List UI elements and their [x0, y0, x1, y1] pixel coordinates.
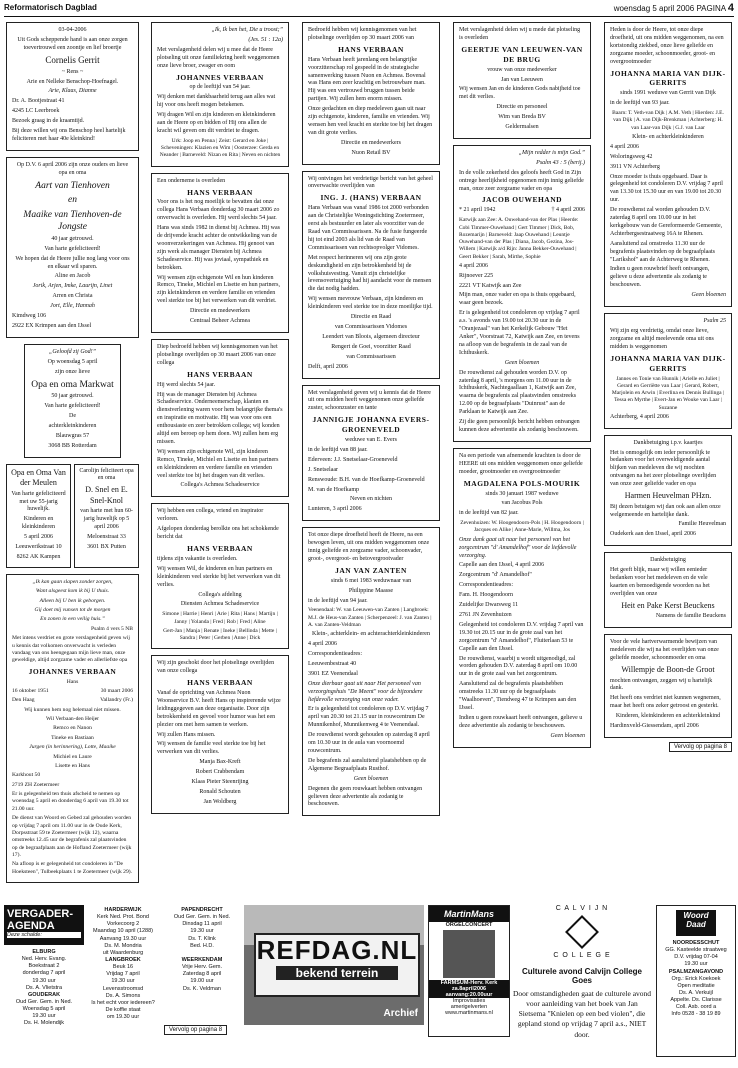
calvijn-logo-icon: [565, 915, 599, 949]
anniversary-pair: [6, 464, 139, 574]
column-5: [604, 22, 732, 752]
anniversary-snel: Carolijn feliciteert opa en oma D. Snel en E. Snel-Knol van harte met hun 60-jarig huwelijk op 5 april 2006 Meloenstraat 33 3601 BX Putten: [74, 464, 139, 568]
obituary-pols-mourik: Na een periode van afnemende krachten is door de HEERE uit ons midden weggenomen onze geliefde moeder, grootmoeder en overgrootmoeder MAGDALENA POLS-MOURIK sinds 30 januari 1987 weduwe van Jacobus Pols in de leeftijd van 82 jaar. Zevenhuizen: W. Hoogendoorn-Pols | H. Hoogendoorn | Jacques en Alike | Anne-Marie, Willma, Jos Onze dank gaat uit naar het personeel van het zorgcentrum "d' Amandelhof" voor de liefdevolle verzorging. Capelle aan den IJssel, 4 april 2006 Zorgcentrum "d' Amandelhof" Correspondentieadres: Fam. H. Hoogendoorn Zuidelijke Dwarsweg 11 2761 JN Zevenhuizen Gelegenheid tot condoleren D.V. vrijdag 7 april van 19.30 tot 20.15 uur in de grote zaal van het zorgcentrum "d' Amandelhof", Fluiterlaan 53 te Capelle aan den IJssel. De rouwdienst, waarbij u wordt uitgenodigd, zal worden gehouden D.V. zaterdag 8 april om 10.00 uur in de grote zaal van het zorgcentrum. Aansluitend zal de begrafenis plaatshebben omstreeks 11.30 uur op de begraafplaats "Waalhoeven", Tiendweg 47 te Krimpen aan den IJssel. Indien u geen rouwkaart heeft ontvangen, gelieve u deze advertentie als zodanig te beschouwen. Geen bloemen: [453, 448, 591, 748]
anniversary-markwat: „Geloofd zij God!” Op woensdag 5 april zijn onze lieve Opa en oma Markwat 50 jaar getrouwd. Van harte gefeliciteerd! De achterkleinkinderen Blauwgras 57 3068 BB Rotterdam: [24, 344, 121, 458]
woord-en-daad-ad: Woord Daad NOORDESSCHUT GG. Kasteelde straatweg D.V. vrijdag 07-04 19.30 uur PSALMZANGAVOND Org.: Erick Koekoek Open meditatie Ds. A. Verkuijl Appelte. Ds. Clarisse Coll. Asb. oord a Info 0528 - 38 19 89: [656, 905, 736, 1057]
obituary-evers-groeneveld: Met verslagenheid geven wij u kennis dat de Heere uit ons midden heeft weggenomen onze geliefde zuster, schoonzuster en tante JANNIGJE JOHANNA EVERS-GROENEVELD weduwe van E. Evers in de leeftijd van 88 jaar. Ederveen: J.J. Snetselaar-Groeneveld J. Snetselaar Renswoude: B.H. van de Hoefkamp-Groeneveld M. van de Hoefkamp Neven en nichten Lunteren, 3 april 2006: [302, 385, 440, 522]
column-4: [453, 22, 591, 754]
agenda-continued-link[interactable]: Vervolg op pagina 8: [164, 1025, 227, 1035]
martin-mans-ad: MartinMans ORGELCONCERT FARMSUM-Herv. Kerk za.8april2006 aanvang:20.00uur Improvisaties amerigelverten www.martinmans.nl: [428, 905, 510, 1037]
obituary-verbaan-nuon: Bedroefd hebben wij kennisgenomen van het plotselinge overlijden op 30 maart 2006 van HANS VERBAAN Hans Verbaan heeft jarenlang een belangrijke voorzitterschap rol gespeeld in de strategische samenwerking tussen Nuon en Achmea. Bovenal was Hans een zeer krachtig en betrouwbare man. Hij was een vertrouwd bruggen tussen beide partijen. Wij zullen hem enorm missen. Onze gedachten en diep medeleven gaan uit naar zijn echtgenote, kinderen, familie en vrienden. Wij wensen hen veel kracht en sterkte toe bij het dragen van dit grote verlies. Directie en medewerkers Nuon Retail BV: [302, 22, 440, 165]
bottom-ads: [4, 905, 734, 1063]
obituary-ouwehand: „Mijn redder is mijn God.” Psalm 43 : 5 (berij.) In de volle zekerheid des geloofs heeft God in Zijn ontrege heerlijkheid opgenomen mijn innig geliefde man, onze zeer zorgzame vader en opa JACOB OUWEHAND * 21 april 1942 † 4 april 2006 Katwijk aan Zee: A. Ouwehand-van der Plas | Heerde: Cobi Timmer-Ouwehand | Gert Timmer | Dick, Bob, Rozemarijn | Barneveld: Jaap Ouwehand | Leuntje Ouwehand-van der Plas | Diana, Jacob, Gezina, Jos-Willem | Katwijk a/d Rijn: Janna Bekker-Ouwehand | Geert Bekker | Sarah, Mirthe, Sophie 4 april 2006 Rijnoever 225 2221 VT Katwijk aan Zee Mijn man, onze vader en opa is thuis opgebaard, waar geen bezoek. Er is gelegenheid tot condoleren op vrijdag 7 april a.s. 's avonds van 19.00 tot 20.30 uur in de "Oranjezaal" van het Kerkelijk Gebouw "Het Anker", Voorstraat 72, Katwijk aan Zee, en tevens na afloop van de begrafenis in de zaal van de Ichthuskerk. Geen bloemen De rouwdienst zal gehouden worden D.V. op zaterdag 8 april, 's morgens om 11.00 uur in de Ichthuskerk, Nachtegaallaan 1, Katwijk aan Zee, waarna de begrafenis zal plaatsvinden omstreeks 12.00 op de begraafplaats "Duinrust" aan de Parklaan te Katwijk aan Zee. Zij die geen persoonlijk bericht hebben ontvangen kunnen deze advertentie als zodanig beschouwen.: [453, 145, 591, 442]
birth-announcement: 03-04-2006 Uit Gods scheppende hand is aan onze zorgen toevertrouwd een zoontje en lief broertje Cornelis Gerrit ~ Rens ~ Arie en Nelleke Benschop-Hoefnagel. Arie, Klaas, Dianne Dr. A. Bootjestraat 41 4245 LC Leerbroek Bezoek graag in de kraamtijd. Bij deze willen wij ons Benschop heel hartelijk feliciteren met haar 40e kleinkind!: [6, 22, 139, 151]
obituary-van-leeuwen: Met verslagenheid delen wij u mede dat plotseling is overleden GEERTJE VAN LEEUWEN-VAN DE BRUG vrouw van onze medewerker Jan van Leeuwen Wij wensen Jan en de kinderen Gods nabijheid toe met dit verlies. Directie en personeel Wim van Breda BV Geldermalsen: [453, 22, 591, 139]
date-page: woensdag 5 april 2006 PAGINA 4: [613, 2, 734, 14]
obituary-verbaan-centraal-beheer: Een onderneme is overleden HANS VERBAAN Voor ons is het nog moeilijk te bevatten dat onze collega Hans Verbaan donderdag 30 maart 2006 zo onverwacht is overleden. Hij werd slechts 54 jaar. Hans was sinds 1982 in dienst bij Achmea. Hij was de drijvende kracht achter de ontwikkeling van de woonverzekeringen van Achmea. Hij genoot van zijn werk als manager Diensten bij Achmea Schadeservice. Hij was joviaal, sympathiek en betrokken. Wij wensen zijn echtgenote Wil en hun kinderen Remco, Tineke, Michiel en Lisette en hun partners, zijn kleinkinderen en verdere familie en vrienden veel sterkte toe bij het verwerken van dit verdriet. Directie en medewerkers Centraal Beheer Achmea: [151, 173, 289, 333]
portrait-image: [443, 930, 495, 978]
thanks-heuvelman: Dankbetuiging i.p.v. kaartjes Het is onmogelijk om ieder persoonlijk te bedanken voor het overweldigende aantal blijken van medeleven die wij mochten ontvangen na het zeer plotselinge overlijden van onze zeer geliefde vader en opa Harmen Heuvelman PHzn. Bij dezen betuigen wij dan ook aan allen onze welgemeende en hartelijke dank. Familie Heuvelman Oudekerk aan den IJssel, april 2006: [604, 435, 732, 547]
obituary-verbaan-schadeservice: Diep bedroefd hebben wij kennisgenomen van het plotselinge overlijden op 30 maart 2006 van onze collega HANS VERBAAN Hij werd slechts 54 jaar. Hij was de manager Diensten bij Achmea Schadeservice. Onderneemerschap, klanten en dienstverlening waren voor hem belangrijke thema's en inspiratie en motivatie. Hij was voor ons een enthousiaste en zeer betrokken collega; wij konden altijd een beroep op hem doen. Wij zullen hem erg missen. Wij wensen zijn echtgenote Wil, zijn kinderen Remco, Tineke, Michiel en Lisette en hun partners en kleinkinderen en verdere familie en vrienden veel sterkte toe bij het dragen van dit verlies. Collega's Achmea Schadeservice: [151, 339, 289, 497]
thanks-de-boon: Voor de vele hartverwarmende bewijzen van medeleven die wij na het overlijden van onze geliefde moeder, schoonmoeder en oma Willempje de Boon-de Groot mochten ontvangen, zeggen wij u hartelijk dank. Het heeft ons verdriet niet kunnen wegnemen, maar het heeft ons zeker getroost en gesterkt. Kinderen, kleinkinderen en achterkleinkind Hardinxveld-Giessendam, april 2006: [604, 634, 732, 738]
obituary-van-dijk-gerrits: Heden is door de Heere, tot onze diepe droefheid, uit ons midden weggenomen, na een kortstondig ziekbed, onze lieve geliefde en zorgzame moeder, schoonmoeder, groot- en overgrootmoeder JOHANNA MARIA VAN DIJK-GERRITS sinds 1991 weduwe van Gerrit van Dijk in de leeftijd van 93 jaar. Baarn: T. Veth-van Dijk | A.M. Veth | Hierden: J.E. van Dijk | A. van Dijk-Brenkman | Achterberg: H. van Laar-van Dijk | G.J. van Laar Klein- en achterkleinkinderen 4 april 2006 Woloringsweg 42 3911 VN Achterberg Onze moeder is thuis opgebaard. Daar is gelegenheid tot condoleren D.V. vrijdag 7 april van 13.30 tot 15.30 uur en van 19.00 tot 20.30 uur. De rouwdienst zal worden gehouden D.V. zaterdag 8 april om 10.00 uur in het kerkgebouw van de Gereformeerde Gemeente, Achterbergsestraatweg 16A te Rhenen. Aansluitend zal omstreeks 11.30 uur de begrafenis plaatsvinden op de begraafplaats "Larikshof" aan de Achterweg te Rhenen. Indien u geen rouwbrief heeft ontvangen, gelieve u deze advertentie als zodanig te beschouwen. Geen bloemen: [604, 22, 732, 307]
obituary-verbaan-woonservice: Wij zijn geschokt door het plotselinge overlijden van onze collega HANS VERBAAN Vanaf de oprichting van Achmea Nuon Woonservice B.V. heeft Hans op inspirerende wijze leidinggegeven aan deze organisatie. Door zijn betrokkenheid en gevoel voor humor was het een plezier om met hem samen te werken. Wij zullen Hans missen. Wij wensen de familie veel sterkte toe bij het verwerken van dit verlies. Manja Bax-Kreft Robert Crabbendam Klaas Pieter Steenrijing Ronald Schouten Jan Woldberg: [151, 655, 289, 813]
agenda-col-2: HARDERWIJK Kerk Ned. Prot. Bond Vorkecoorg 2 Maandag 10 april (1288) Aanvang 19.30 uur Ds. M. Mondria uit Waardenburg LANGBROEK Beuk 16 Vrijdag 7 april 19.30 uur Levensstroomsd Ds. A. Simons Is het echt voor iedereen? De koffie staat om 19.30 uur: [91, 907, 155, 1021]
page-header: [4, 2, 734, 17]
thanks-beuckens: Dankbetuiging Het geeft blijk, maar wij willen eenieder bedanken voor het medeleven en de vele kaarten en bemoedigende woorden na het overlijden van onze Heit en Pake Kerst Beuckens Namens de familie Beuckens: [604, 552, 732, 628]
paper-name: Reformatorisch Dagblad: [4, 3, 97, 12]
anniversary-van-der-meulen: Opa en Oma Van der Meulen Van harte gefeliciteerd met uw 55-jarig huwelijk. Kinderen en kleinkinderen 5 april 2006 Leeuwerikstraat 10 8262 AK Kampen: [6, 464, 71, 568]
woord-daad-logo: Woord Daad: [676, 910, 716, 936]
column-1: [6, 22, 139, 889]
calvijn-college-ad: C A L V I J N C O L L E G E Culturele avond Calvijn College Goes Door omstandigheden gaat de culturele avond voor aanleiding van het boek van Jan Sietsema "Knielen op een bed violen", die gepland stond op vrijdag 7 april a.s., NIET door.: [512, 905, 652, 1039]
obituary-van-dijk-grandchildren: Psalm 25 Wij zijn erg verdrietig, omdat onze lieve, zorgzame en altijd meelevende oma uit ons midden is weggenomen JOHANNA MARIA VAN DIJK-GERRITS Jannes en Tonie van Hunnik | Arielle en Juliet | Gerard en Gerriëtte van Laar | Gerard, Robert, Marjolein en Arwin | Everlina en Dennis Bullinga | Tessa en Myrthe | Evert-Jan en Wouke van Laar | Suzanne Achterberg, 4 april 2006: [604, 313, 732, 429]
obituary-verbaan-vidomes: Wij ontvingen het verdrietige bericht van het geheel onverwachte overlijden van ING. J. (HANS) VERBAAN Hans Verbaan was vanaf 1986 tot 2000 verbonden aan de Christelijke Woningstichting Zoetermeer, eerst als bestuurder en later als voorzitter van de Raad van Commissarissen. Na de fusie fungeerde hij tot eind 2003 als lid van de Raad van Commissarissen van rechtsopvolger Vidomes. Met respect herinneren wij ons zijn grote deskundigheid en zijn betrokkenheid bij de volkshuisvesting. Vanuit zijn christelijke levensovertuiging had hij aandacht voor de mensen die dat nodig hadden. Wij wensen mevrouw Verbaan, zijn kinderen en kleinkinderen veel sterkte toe in deze moeilijke tijd. Directie en Raad van Commissarissen Vidomes Leendert van Bloois, algemeen directeur Rengert de Goei, voorzitter Raad van Commissarissen Delft, april 2006: [302, 171, 440, 379]
obituary-verbaan-siblings: „Ik, Ik ben het, Die u troost;” (Jes. 51 : 12a) Met verslagenheid delen wij u mee dat de Heere plotseling uit onze familiekring heeft weggenomen onze lieve broer, zwager en oom JOHANNES VERBAAN op de leeftijd van 54 jaar. Wij denken met dankbaarheid terug aan alles wat hij voor ons heeft mogen betekenen. Wij dragen Wil en zijn kinderen en kleinkinderen aan de Heere op en bidden of Hij ons allen de kracht wil geven om dit verdriet te dragen. Urk: Joop en Penna | Zeist: Gerard en Joke | Scheveningen: Klazien en Wim | Oosterzee: Gerda en Neander | Barneveld: Nizan en Rita | Neven en nichten: [151, 22, 289, 167]
agenda-col-1: ELBURG Ned. Herv. Evang. Boekstraat 2 donderdag 7 april 19.30 uur Ds. A. Vlietstra GOUDERAK Oud Ger. Gem. in Ned. Woensdag 5 april 19.30 uur Ds. H. Molendijk: [15, 949, 73, 1027]
column-2: [151, 22, 289, 820]
column-3: [302, 22, 440, 822]
obituary-van-zanten: Tot onze diepe droefheid heeft de Heere, na een bewogen leven, uit ons midden weggenomen onze innig geliefde en zorgzame vader, schoonvader, groot-, overgroot- en betovergrootvader JAN VAN ZANTEN sinds 6 mei 1983 weduwnaar van Philippine Maasse in de leeftijd van 94 jaar. Veenendaal: W. van Leeuwen-van Zanten | Langbroek: M.J. de Heus-van Zanten | Scherpenzeel: J. van Zanten | A. van Zanten-Veldman Klein-, achterklein- en achterachterkleinkinderen 4 april 2006 Correspondentieadres: Leeuwenbestraat 40 3901 EZ Veenendaal Onze dierbaar gaat uit naar Het personeel van verzorgingshuis "De Meent" voor de bijzondere liefdevolle verzorging van onze vader. Er is gelegenheid tot condoleren op D.V. vrijdag 7 april van 20.30 tot 21.15 uur in rouwcentrum De Munnikenhof, Munnikenweg 4 te Veenendaal. De rouwdienst wordt gehouden op zaterdag 8 april om 10.30 uur in de aula van voornoemd rouwcentrum. De begrafenis zal aansluitend plaatshebben op de Algemene Begraafplaats Rusthof. Geen bloemen Degenen die geen rouwkaart hebben ontvangen gelieven deze advertentie als zodanig te beschouwen.: [302, 527, 440, 816]
agenda-col-3: PAPENDRECHT Oud Ger. Gem. in Ned. Dinsdag 11 april 19.30 uur Ds. T. Klink Bed. H.D. WEERKENDAM Vrije Herv. Gem. Zaterdag 8 april 19.00 uur Ds. K. Veldman: [173, 907, 231, 992]
obituary-verbaan-family: „Ik kan gaan slapen zonder zorgen, Want alsgeest kom ik bij U thuis. Alleen bij U ben ik geborgen. Gij doet mij vunsen tot de morgen En zonen in een veilig huis.” Psalm 4 vers 5 NB Met intens verdriet en grote verslagenheid geven wij u kennis dat volkomen onverwacht is verleden vandaag van ons heengegaan mijn lieve man, onze geweldige, altijd zorgzame vader en allerliefste opa JOHANNES VERBAAN Hans 16 oktober 1951 30 maart 2006 Den Haag Vallandry (Fr.) Wij kunnen hem nog helemaal niet missen. Wil Verbaan-den Heijer Remco en Nanon Tineke en Bastiaan Jurgen (in herinnering), Lotte, Maaike Michiel en Laure Lisette en Hans Karkhout 50 2719 ZH Zoetermeer Er is gelegenheid ten thuis afscheid te nemen op woensdag 5 april en donderdag 6 april van 19.30 tot 21.00 uur. De dienst van Woord en Gebed zal gehouden worden op vrijdag 7 april om 11.00 uur in de Oude Kerk, Dorpsstraat 59 te Zoetermeer (wijk 12), waarna omstreeks 12.45 uur de begrafenis zal plaatsvinden op de begraafplaats aan de Hofland Zoetermeer (wijk 17). Na afloop is er gelegenheid tot condoleren in "De Hoeksteen", Tulbeekplaats 1 te Zoetermeer (wijk 29).: [6, 574, 139, 883]
refdag-photo: REFDAG.NL bekend terrein Archief: [244, 905, 424, 1025]
anniversary-van-tienhoven: Op D.V. 6 april 2006 zijn onze ouders en lieve opa en oma Aart van Tienhoven en Maaike van Tienhoven-de Jongste 40 jaar getrouwd. Van harte gefeliciteerd! We hopen dat de Heere jullie nog lang voor ons en elkaar wil sparen. Aline en Jacob Jorik, Arjen, Imke, Laurijn, Linet Arren en Christa Jort, Elle, Hannah Kimdweg 106 2922 EX Krimpen aan den IJssel: [6, 157, 139, 338]
agenda-heading: VERGADER- AGENDA Deze schalde:: [4, 905, 84, 945]
refdag-sign: REFDAG.NL bekend terrein: [254, 933, 420, 997]
continued-link[interactable]: Vervolg op pagina 8: [604, 744, 732, 752]
obituary-verbaan-diensten: Wij hebben een collega, vriend en inspirator verloren. Afgelopen donderdag berolkte ons het schokkende bericht dat HANS VERBAAN tijdens zijn vakantie is overleden. Wij wensen Wil, de kinderen en hun partners en kleinkinderen veel sterkte bij het verwerken van dit verlies. Collega's afdeling Diensten Achmea Schadeservice Simone | Harrie | Henri | Arie | Rita | Hans | Martijn | Janny | Yolanda | Fred | Rob | Fred | Aline Gert-Jan | Manja | Renate | Ineke | Bellinda | Mette | Sandra | Peter | Gerben | Anne | Dick: [151, 503, 289, 649]
